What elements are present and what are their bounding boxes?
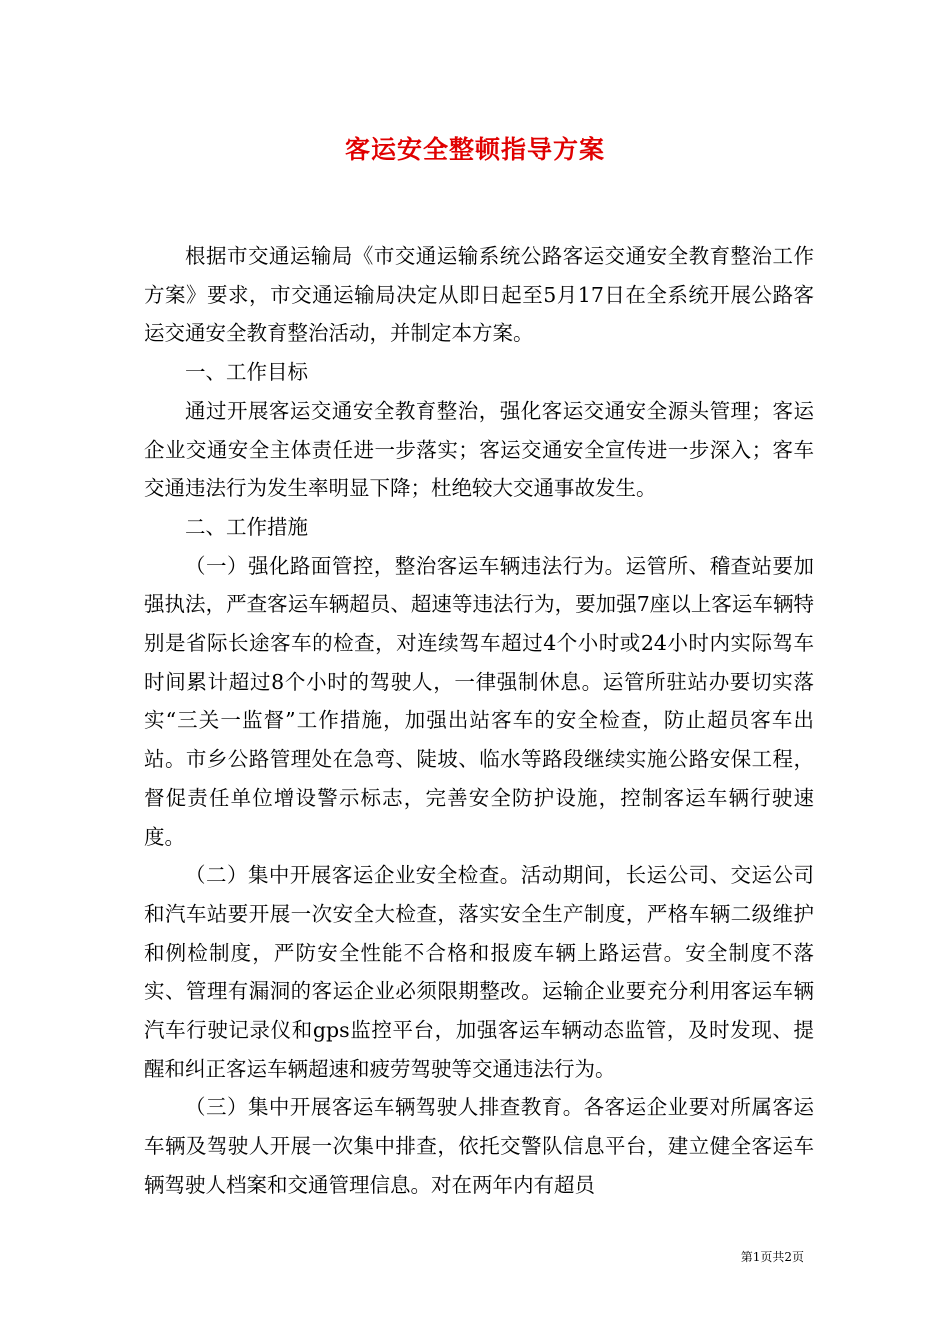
document-body	[144, 237, 814, 1205]
paragraph-goals: 通过开展客运交通安全教育整治，强化客运交通安全源头管理；客运企业交通安全主体责任进一步落实；客运交通安全宣传进一步深入；客车交通违法行为发生率明显下降；杜绝较大交通事故发生。	[144, 398, 814, 501]
heading-work-measures: 二、工作措施	[185, 514, 308, 539]
paragraph-measure-2: （二）集中开展客运企业安全检查。活动期间，长运公司、交运公司和汽车站要开展一次安全大检查，落实安全生产制度，严格车辆二级维护和例检制度，严防安全性能不合格和报废车辆上路运营。安全制度不落实、管理有漏洞的客运企业必须限期整改。运输企业要充分利用客运车辆汽车行驶记录仪和gps监控平台，加强客运车辆动态监管，及时发现、提醒和纠正客运车辆超速和疲劳驾驶等交通违法行为。	[144, 863, 814, 1081]
paragraph-intro: 根据市交通运输局《市交通运输系统公路客运交通安全教育整治工作方案》要求，市交通运输局决定从即日起至5月17日在全系统开展公路客运交通安全教育整治活动，并制定本方案。	[144, 244, 814, 346]
heading-work-goals: 一、工作目标	[185, 360, 308, 385]
paragraph-measure-3: （三）集中开展客运车辆驾驶人排查教育。各客运企业要对所属客运车辆及驾驶人开展一次集中排查，依托交警队信息平台，建立健全客运车辆驾驶人档案和交通管理信息。对在两年内有超员	[144, 1095, 814, 1197]
page-number-footer: 第1页共2页	[740, 1250, 804, 1264]
paragraph-measure-1: （一）强化路面管控，整治客运车辆违法行为。运管所、稽查站要加强执法，严查客运车辆超员、超速等违法行为，要加强7座以上客运车辆特别是省际长途客车的检查，对连续驾车超过4个小时或24小时内实际驾车时间累计超过8个小时的驾驶人，一律强制休息。运管所驻站办要切实落实“三关一监督”工作措施，加强出站客车的安全检查，防止超员客车出站。市乡公路管理处在急弯、陡坡、临水等路段继续实施公路安保工程，督促责任单位增设警示标志，完善安全防护设施，控制客运车辆行驶速度。	[144, 553, 814, 849]
document-title: 客运安全整顿指导方案	[344, 135, 605, 164]
